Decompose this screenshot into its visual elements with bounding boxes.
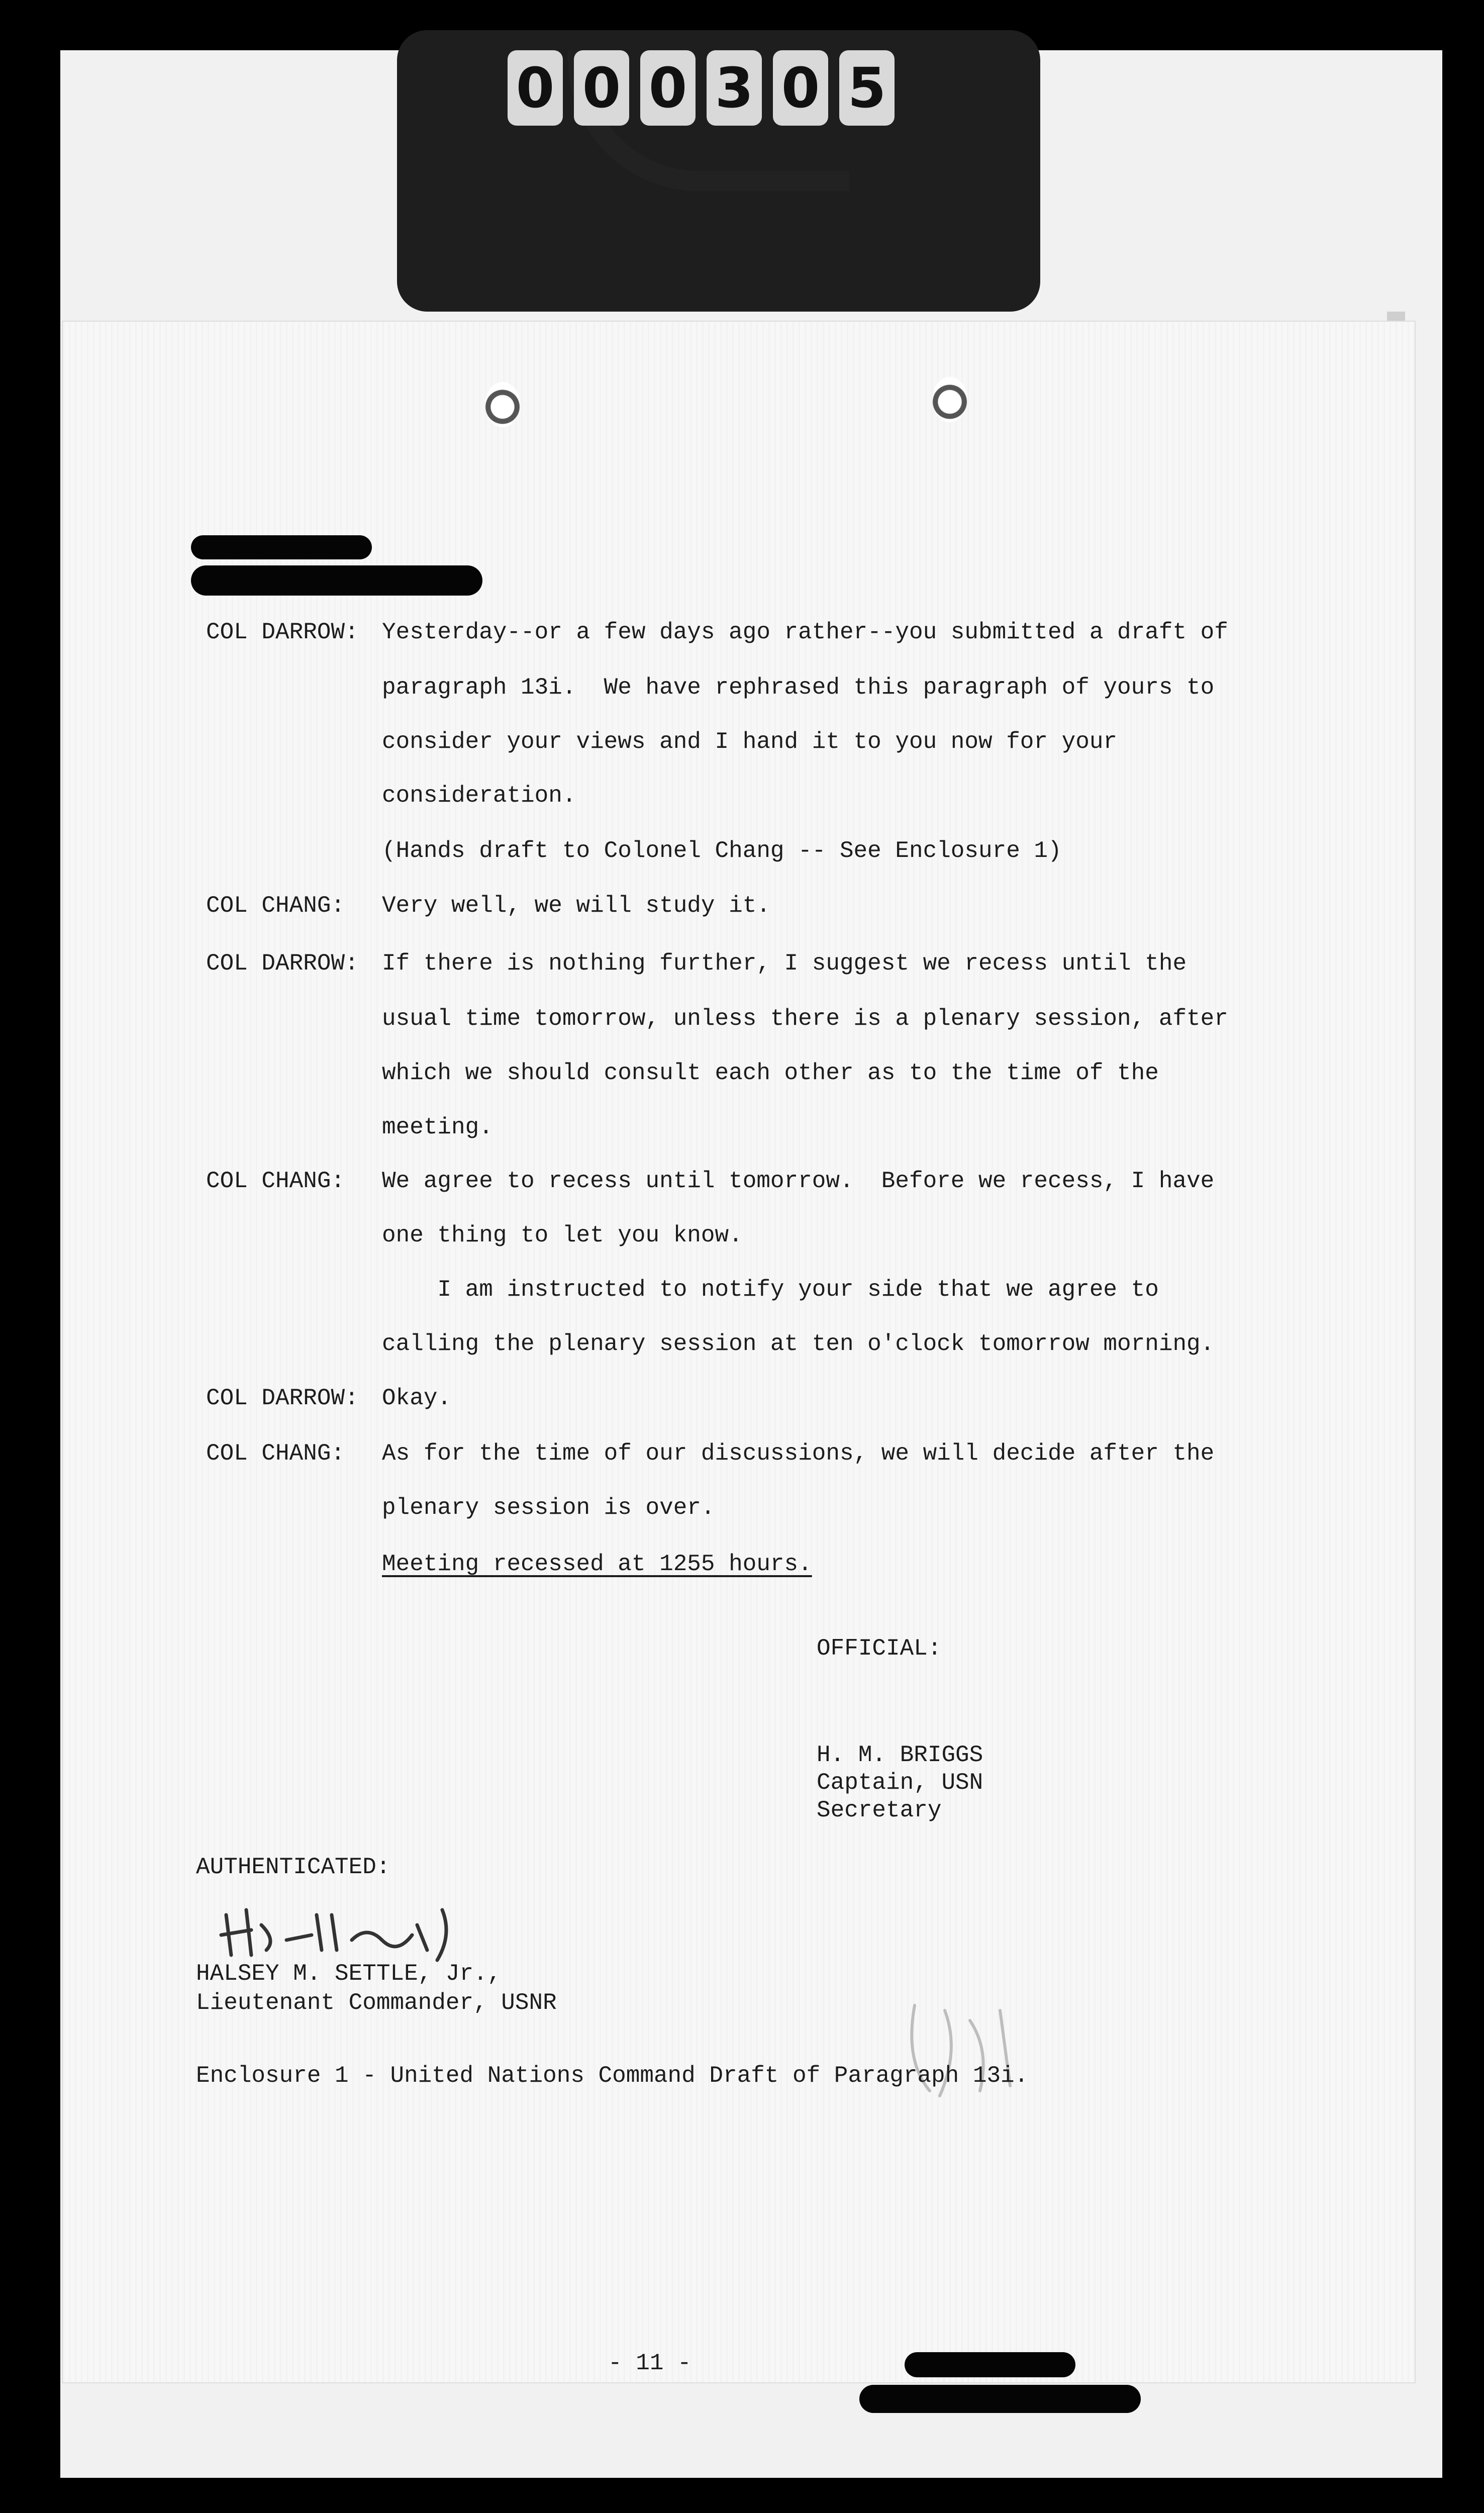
official-title: Secretary <box>817 1797 942 1823</box>
official-label: OFFICIAL: <box>817 1635 942 1662</box>
authenticated-rank: Lieutenant Commander, USNR <box>196 1990 557 2016</box>
transcript-line: calling the plenary session at ten o'clock tomorrow morning. <box>382 1331 1215 1357</box>
transcript-line: Okay. <box>382 1385 452 1411</box>
authenticated-name: HALSEY M. SETTLE, Jr., <box>196 1961 502 1987</box>
transcript-line: paragraph 13i. We have rephrased this paragraph of yours to <box>382 674 1215 701</box>
transcript-line: meeting. <box>382 1114 493 1140</box>
transcript-line: I am instructed to notify your side that we agree to <box>382 1277 1159 1303</box>
speaker-label: COL CHANG: <box>206 1168 345 1194</box>
counter-digit: 3 <box>707 50 762 126</box>
transcript-line: Very well, we will study it. <box>382 893 770 919</box>
recess-note: Meeting recessed at 1255 hours. <box>382 1551 812 1577</box>
transcript-line: one thing to let you know. <box>382 1222 743 1248</box>
enclosure-note: Enclosure 1 - United Nations Command Draft of Paragraph 13i. <box>196 2063 1029 2089</box>
punch-hole-left <box>485 382 520 427</box>
transcript-line: We agree to recess until tomorrow. Before we recess, I have <box>382 1168 1215 1194</box>
counter-digit: 0 <box>773 50 828 126</box>
handwritten-signature <box>216 1895 498 1965</box>
page-number: - 11 - <box>608 2350 691 2376</box>
redaction-bar <box>191 565 482 596</box>
pencil-mark <box>884 1990 1045 2111</box>
official-rank: Captain, USN <box>817 1770 983 1796</box>
transcript-line: consider your views and I hand it to you now for your <box>382 729 1118 755</box>
redaction-bar <box>859 2385 1141 2413</box>
transcript-line: (Hands draft to Colonel Chang -- See Enclosure 1) <box>382 838 1062 864</box>
transcript-line: If there is nothing further, I suggest we recess until the <box>382 950 1187 977</box>
transcript-line: consideration. <box>382 783 576 809</box>
counter-digits <box>508 50 895 131</box>
counter-digit: 5 <box>839 50 895 126</box>
transcript-line: which we should consult each other as to the time of the <box>382 1060 1159 1086</box>
redaction-bar <box>191 535 372 559</box>
punch-hole-right <box>932 377 967 422</box>
official-name: H. M. BRIGGS <box>817 1742 983 1768</box>
transcript-line: Yesterday--or a few days ago rather--you submitted a draft of <box>382 619 1228 645</box>
speaker-label: COL CHANG: <box>206 893 345 919</box>
page-counter-device <box>397 30 1040 312</box>
speaker-label: COL CHANG: <box>206 1440 345 1467</box>
speaker-label: COL DARROW: <box>206 950 359 977</box>
redaction-bar <box>905 2352 1075 2377</box>
authenticated-label: AUTHENTICATED: <box>196 1854 390 1880</box>
transcript-line: As for the time of our discussions, we will decide after the <box>382 1440 1215 1467</box>
speaker-label: COL DARROW: <box>206 619 359 645</box>
speaker-label: COL DARROW: <box>206 1385 359 1411</box>
counter-digit: 0 <box>574 50 629 126</box>
transcript-line: plenary session is over. <box>382 1495 715 1521</box>
transcript-line: usual time tomorrow, unless there is a plenary session, after <box>382 1006 1228 1032</box>
counter-digit: 0 <box>640 50 696 126</box>
counter-digit: 0 <box>508 50 563 126</box>
